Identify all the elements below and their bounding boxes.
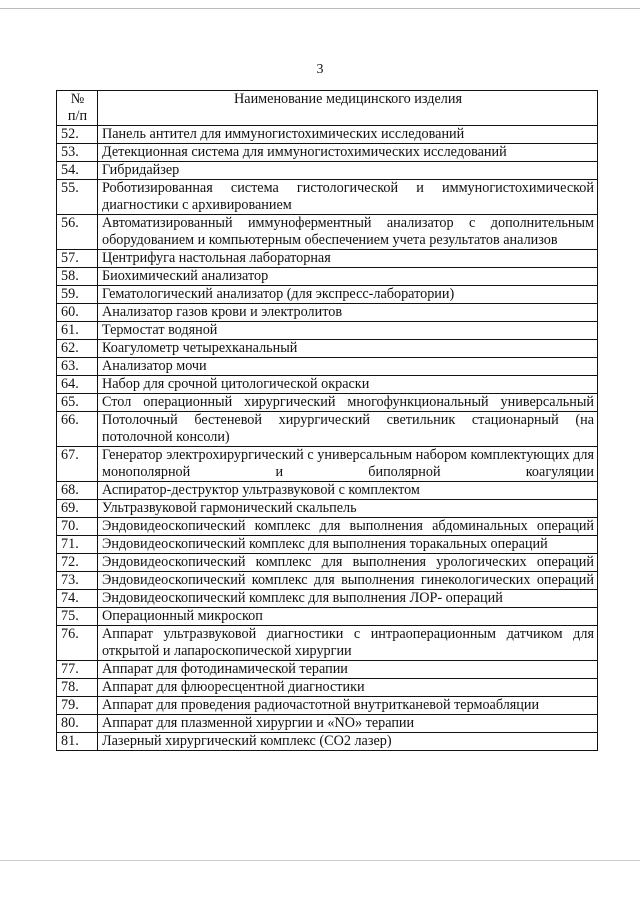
table-row <box>57 608 598 626</box>
table-row <box>57 697 598 715</box>
table-row <box>57 733 598 751</box>
header-number <box>57 91 98 126</box>
row-device-name: Аппарат ультразвуковой диагностики с интраоперационным датчиком для открытой и лапароскопической хирургии <box>98 626 598 661</box>
table-row <box>57 518 598 536</box>
table-row <box>57 215 598 250</box>
table-row <box>57 715 598 733</box>
table-row <box>57 250 598 268</box>
table-row <box>57 144 598 162</box>
row-device-name: Гибридайзер <box>98 162 598 180</box>
table-row <box>57 679 598 697</box>
row-number: 81. <box>57 733 98 751</box>
row-device-name: Эндовидеоскопический комплекс для выполнения урологических операций <box>98 554 598 572</box>
row-number: 68. <box>57 482 98 500</box>
table-row <box>57 572 598 590</box>
row-device-name: Ультразвуковой гармонический скальпель <box>98 500 598 518</box>
row-device-name: Коагулометр четырехканальный <box>98 340 598 358</box>
row-number: 73. <box>57 572 98 590</box>
row-device-name: Стол операционный хирургический многофункциональный универсальный <box>98 394 598 412</box>
top-rule <box>0 8 640 9</box>
row-number: 76. <box>57 626 98 661</box>
header-number-abbr: п/п <box>67 108 88 124</box>
table-row <box>57 322 598 340</box>
row-device-name: Детекционная система для иммуногистохимических исследований <box>98 144 598 162</box>
row-number: 56. <box>57 215 98 250</box>
row-number: 75. <box>57 608 98 626</box>
table-row <box>57 358 598 376</box>
row-device-name: Центрифуга настольная лабораторная <box>98 250 598 268</box>
table-row <box>57 394 598 412</box>
row-device-name: Термостат водяной <box>98 322 598 340</box>
row-device-name: Автоматизированный иммуноферментный анализатор с дополнительным оборудованием и компьютерным обеспечением учета результатов анализов <box>98 215 598 250</box>
bottom-fold-line <box>0 860 640 861</box>
table-row <box>57 554 598 572</box>
row-device-name: Гематологический анализатор (для экспресс-лаборатории) <box>98 286 598 304</box>
row-device-name: Панель антител для иммуногистохимических исследований <box>98 126 598 144</box>
row-number: 67. <box>57 447 98 482</box>
row-device-name: Набор для срочной цитологической окраски <box>98 376 598 394</box>
row-number: 74. <box>57 590 98 608</box>
row-device-name: Потолочный бестеневой хирургический светильник стационарный (на потолочной консоли) <box>98 412 598 447</box>
row-device-name: Лазерный хирургический комплекс (СО2 лазер) <box>98 733 598 751</box>
table-row <box>57 661 598 679</box>
row-number: 58. <box>57 268 98 286</box>
page-number: 3 <box>316 62 324 77</box>
row-device-name: Роботизированная система гистологической и иммуногистохимической диагностики с архивированием <box>98 180 598 215</box>
row-device-name: Аппарат для фотодинамической терапии <box>98 661 598 679</box>
table-row <box>57 162 598 180</box>
table-row <box>57 268 598 286</box>
row-number: 52. <box>57 126 98 144</box>
row-number: 60. <box>57 304 98 322</box>
equipment-table <box>56 90 598 751</box>
row-number: 57. <box>57 250 98 268</box>
row-number: 64. <box>57 376 98 394</box>
row-number: 55. <box>57 180 98 215</box>
row-number: 79. <box>57 697 98 715</box>
table-row <box>57 590 598 608</box>
row-number: 77. <box>57 661 98 679</box>
row-device-name: Операционный микроскоп <box>98 608 598 626</box>
row-device-name: Аппарат для флюоресцентной диагностики <box>98 679 598 697</box>
header-name: Наименование медицинского изделия <box>98 91 598 126</box>
row-number: 71. <box>57 536 98 554</box>
table-header-row <box>57 91 598 126</box>
row-device-name: Эндовидеоскопический комплекс для выполнения гинекологических операций <box>98 572 598 590</box>
row-number: 54. <box>57 162 98 180</box>
row-number: 65. <box>57 394 98 412</box>
table-row <box>57 126 598 144</box>
row-device-name: Аппарат для проведения радиочастотной внутритканевой термоабляции <box>98 697 598 715</box>
row-number: 72. <box>57 554 98 572</box>
row-device-name: Анализатор газов крови и электролитов <box>98 304 598 322</box>
table-row <box>57 376 598 394</box>
table-row <box>57 286 598 304</box>
table-row <box>57 447 598 482</box>
row-device-name: Эндовидеоскопический комплекс для выполнения абдоминальных операций <box>98 518 598 536</box>
table-row <box>57 626 598 661</box>
row-number: 66. <box>57 412 98 447</box>
row-number: 62. <box>57 340 98 358</box>
table-row <box>57 482 598 500</box>
table-row <box>57 412 598 447</box>
row-number: 78. <box>57 679 98 697</box>
table-row <box>57 180 598 215</box>
row-device-name: Биохимический анализатор <box>98 268 598 286</box>
table-row <box>57 500 598 518</box>
row-number: 53. <box>57 144 98 162</box>
table-row <box>57 340 598 358</box>
row-device-name: Эндовидеоскопический комплекс для выполнения ЛОР- операций <box>98 590 598 608</box>
row-device-name: Анализатор мочи <box>98 358 598 376</box>
table-row <box>57 304 598 322</box>
row-device-name: Генератор электрохирургический с универсальным набором комплектующих для монополярной и биполярной коагуляции <box>98 447 598 482</box>
row-number: 80. <box>57 715 98 733</box>
row-number: 63. <box>57 358 98 376</box>
table-row <box>57 536 598 554</box>
row-number: 70. <box>57 518 98 536</box>
row-number: 61. <box>57 322 98 340</box>
header-number-symbol: № <box>70 91 85 107</box>
row-device-name: Эндовидеоскопический комплекс для выполнения торакальных операций <box>98 536 598 554</box>
row-device-name: Аппарат для плазменной хирургии и «NO» терапии <box>98 715 598 733</box>
row-number: 69. <box>57 500 98 518</box>
row-number: 59. <box>57 286 98 304</box>
row-device-name: Аспиратор-деструктор ультразвуковой с комплектом <box>98 482 598 500</box>
